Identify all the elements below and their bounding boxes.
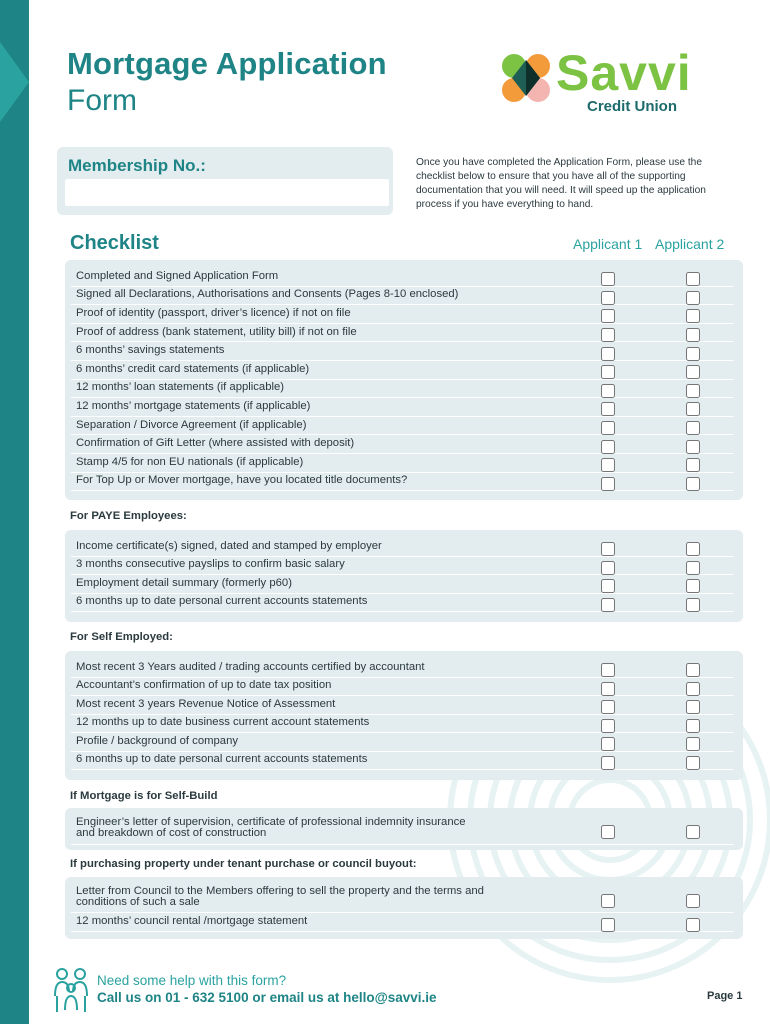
checklist-item-label [76,817,466,839]
applicant1-checkbox[interactable] [601,700,615,714]
checklist-panel-self-build [65,808,743,850]
applicant2-checkbox[interactable] [686,918,700,932]
checklist-row [71,397,733,417]
checklist-item-label [76,916,307,927]
applicant2-checkbox[interactable] [686,700,700,714]
checklist-item-label: Stamp 4/5 for non EU nationals (if applicable) [76,455,304,468]
checklist-row [71,267,733,287]
checklist-item-line: 12 months’ council rental /mortgage statement [76,915,308,927]
family-icon [52,966,90,1014]
applicant2-checkbox[interactable] [686,458,700,472]
applicant1-checkbox[interactable] [601,347,615,361]
tenant-heading: If purchasing property under tenant purchase or council buyout: [70,858,417,870]
checklist-item-label: Signed all Declarations, Authorisations and Consents (Pages 8-10 enclosed) [76,288,459,301]
applicant1-checkbox[interactable] [601,272,615,286]
checklist-item-label: 12 months’ mortgage statements (if applicable) [76,399,311,412]
membership-label: Membership No.: [68,156,206,175]
applicant2-checkbox[interactable] [686,272,700,286]
applicant1-checkbox[interactable] [601,402,615,416]
logo-subtitle: Credit Union [587,98,677,115]
applicant1-checkbox[interactable] [601,561,615,575]
paye-heading: For PAYE Employees: [70,510,187,522]
applicant2-checkbox[interactable] [686,421,700,435]
checklist-row [71,379,733,399]
checklist-item-label: Separation / Divorce Agreement (if applicable) [76,418,307,431]
checklist-row [71,416,733,436]
applicant1-checkbox[interactable] [601,579,615,593]
applicant2-checkbox[interactable] [686,756,700,770]
applicant1-checkbox[interactable] [601,918,615,932]
intro-text: Once you have completed the Application Form, please use the checklist below to ensure that you have all of the supporting documentation that you will need. It will speed up the application process if you have everything to hand. [416,157,706,210]
checklist-item-label: 6 months’ credit card statements (if applicable) [76,362,310,375]
applicant2-checkbox[interactable] [686,894,700,908]
checklist-row [71,593,733,613]
checklist-row [71,556,733,576]
applicant2-checkbox[interactable] [686,682,700,696]
checklist-row [71,814,733,845]
checklist-item-line: conditions of such a sale [76,896,200,908]
checklist-row [71,323,733,343]
checklist-row [71,341,733,361]
checklist-row [71,453,733,473]
applicant1-checkbox[interactable] [601,737,615,751]
checklist-item-label [76,886,484,908]
form-title: Mortgage Application [67,46,387,81]
applicant1-checkbox[interactable] [601,542,615,556]
checklist-row [71,472,733,492]
help-contact: Call us on 01 - 632 5100 or email us at hello@savvi.ie [97,990,437,1005]
applicant1-checkbox[interactable] [601,421,615,435]
self-employed-heading: For Self Employed: [70,631,173,643]
applicant1-checkbox[interactable] [601,477,615,491]
checklist-panel-paye [65,530,743,622]
checklist-item-label: 6 months up to date personal current accounts statements [76,753,368,766]
checklist-item-label: 6 months’ savings statements [76,344,225,357]
checklist-row [71,658,733,678]
checklist-item-label: For Top Up or Mover mortgage, have you located title documents? [76,474,408,487]
checklist-row [71,732,733,752]
checklist-item-label: 3 months consecutive payslips to confirm basic salary [76,558,345,571]
self-build-heading: If Mortgage is for Self-Build [70,790,218,802]
checklist-panel-self-employed [65,651,743,780]
applicant2-checkbox[interactable] [686,365,700,379]
applicant1-checkbox[interactable] [601,365,615,379]
checklist-row [71,360,733,380]
applicant1-checkbox[interactable] [601,598,615,612]
savvi-logo [500,45,730,118]
applicant2-checkbox[interactable] [686,825,700,839]
logo-mark-icon [500,52,552,104]
checklist-item-label: 6 months up to date personal current accounts statements [76,595,368,608]
applicant2-checkbox[interactable] [686,347,700,361]
applicant1-checkbox[interactable] [601,291,615,305]
checklist-row [71,677,733,697]
applicant1-checkbox[interactable] [601,440,615,454]
checklist-row [71,751,733,771]
checklist-panel-main [65,260,743,500]
accent-notch [0,42,29,122]
help-text: Need some help with this form? [97,973,287,988]
applicant2-checkbox[interactable] [686,663,700,677]
applicant2-checkbox[interactable] [686,291,700,305]
checklist-panel-tenant [65,877,743,939]
checklist-row [71,304,733,324]
checklist-heading: Checklist [70,232,159,254]
checklist-row [71,695,733,715]
checklist-item-label: Income certificate(s) signed, dated and stamped by employer [76,539,382,552]
left-accent-bar [0,0,29,1024]
checklist-row [71,434,733,454]
applicant2-checkbox[interactable] [686,402,700,416]
checklist-row [71,714,733,734]
applicant1-checkbox[interactable] [601,719,615,733]
applicant1-checkbox[interactable] [601,682,615,696]
applicant2-checkbox[interactable] [686,737,700,751]
applicant2-header: Applicant 2 [655,236,725,252]
applicant2-checkbox[interactable] [686,309,700,323]
applicant1-checkbox[interactable] [601,458,615,472]
checklist-item-label: Most recent 3 years Revenue Notice of Assessment [76,697,336,710]
checklist-item-label: Proof of address (bank statement, utility bill) if not on file [76,325,357,338]
checklist-item-line: and breakdown of cost of construction [76,827,267,839]
checklist-row [71,912,733,932]
checklist-item-label: Proof of identity (passport, driver’s licence) if not on file [76,306,351,319]
applicant1-checkbox[interactable] [601,663,615,677]
applicant2-checkbox[interactable] [686,384,700,398]
checklist-row [71,883,733,913]
applicant2-checkbox[interactable] [686,440,700,454]
applicant2-checkbox[interactable] [686,328,700,342]
membership-number-input[interactable] [65,179,389,206]
checklist-item-label: Most recent 3 Years audited / trading accounts certified by accountant [76,660,425,673]
checklist-item-label: Confirmation of Gift Letter (where assisted with deposit) [76,437,355,450]
checklist-row [71,537,733,557]
applicant2-checkbox[interactable] [686,719,700,733]
applicant1-checkbox[interactable] [601,384,615,398]
checklist-item-line: Engineer’s letter of supervision, certificate of professional indemnity insurance [76,816,466,828]
membership-box [57,147,393,215]
checklist-item-line: Letter from Council to the Members offering to sell the property and the terms and [76,885,484,897]
applicant2-checkbox[interactable] [686,598,700,612]
applicant2-checkbox[interactable] [686,561,700,575]
checklist-item-label: 12 months’ loan statements (if applicable) [76,381,285,394]
checklist-row [71,286,733,306]
checklist-item-label: 12 months up to date business current account statements [76,716,370,729]
applicant2-checkbox[interactable] [686,579,700,593]
applicant1-checkbox[interactable] [601,756,615,770]
checklist-item-label: Profile / background of company [76,734,239,747]
applicant1-checkbox[interactable] [601,328,615,342]
page-number: Page 1 [707,990,743,1002]
form-subtitle: Form [67,84,137,117]
applicant2-checkbox[interactable] [686,477,700,491]
checklist-item-label: Accountant’s confirmation of up to date tax position [76,679,332,692]
applicant1-checkbox[interactable] [601,894,615,908]
applicant1-checkbox[interactable] [601,825,615,839]
checklist-row [71,574,733,594]
checklist-item-label: Employment detail summary (formerly p60) [76,576,292,589]
logo-wordmark: Savvi [556,45,692,101]
applicant2-checkbox[interactable] [686,542,700,556]
applicant1-checkbox[interactable] [601,309,615,323]
applicant1-header: Applicant 1 [573,236,643,252]
checklist-item-label: Completed and Signed Application Form [76,269,279,282]
